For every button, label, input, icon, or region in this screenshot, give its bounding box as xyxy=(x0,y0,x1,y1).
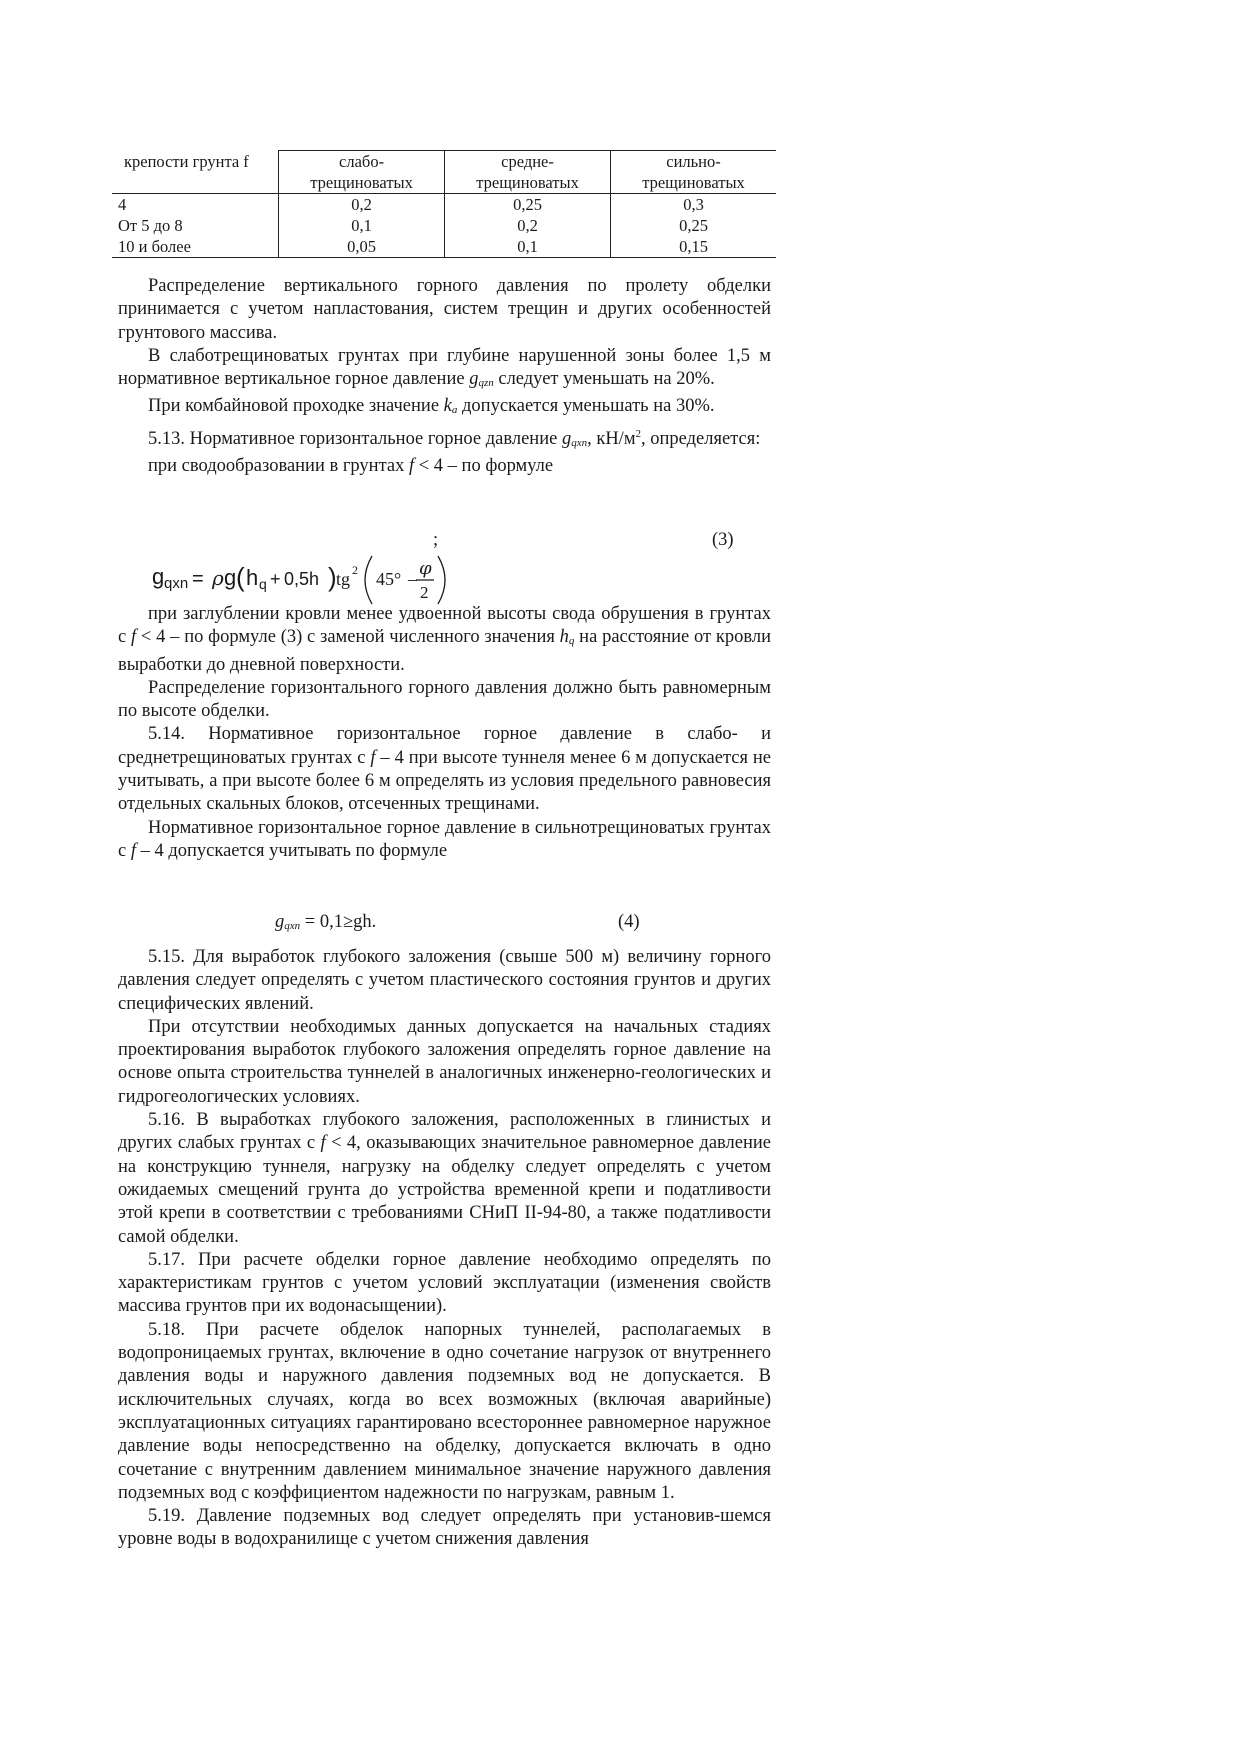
formula-tg-superscript: 2 xyxy=(352,563,358,577)
table-cell: 0,25 xyxy=(445,194,611,216)
table-cell: 0,2 xyxy=(279,194,445,216)
text-block-3 xyxy=(118,946,771,1552)
paragraph: 5.19. Давление подземных вод следует определять при установив-шемся уровне воды в водохранилище с учетом снижения давления xyxy=(118,1506,771,1550)
paragraph: 5.15. Для выработок глубокого заложения (свыше 500 м) величину горного давления следует определять с учетом пластического состояния грунтов и других специфических явлений. xyxy=(118,947,771,1014)
formula-equals: = xyxy=(192,568,204,590)
paragraph: Распределение вертикального горного давления по пролету обделки принимается с учетом напластования, систем трещин и других особенностей грунтового массива. xyxy=(118,276,771,343)
formula-h: h xyxy=(246,565,259,590)
text-block-2 xyxy=(118,603,771,863)
table-cell: 0,1 xyxy=(279,215,445,236)
formula-two: 2 xyxy=(420,583,429,602)
formula-g-subscript: qxn xyxy=(164,575,189,592)
table-cell: От 5 до 8 xyxy=(118,216,183,235)
paragraph: Распределение горизонтального горного давления должно быть равномерным по высоте обделки. xyxy=(118,677,771,722)
formula-g: g xyxy=(152,564,165,589)
formula-angle: 45° xyxy=(376,569,402,589)
paragraph: При отсутствии необходимых данных допускается на начальных стадиях проектирования выработок глубокого заложения определять горное давление на основе опыта строительства туннелей в аналогичных инженерно-геологических и гидрогеологических условиях. xyxy=(118,1016,771,1107)
formula-rho: ρ xyxy=(212,566,224,590)
paragraph: При комбайновой проходке значение ka допускается уменьшать на 30%. xyxy=(148,396,715,417)
formula-g2: g xyxy=(224,565,237,590)
formula-big-paren-right xyxy=(438,556,445,604)
paragraph: при заглублении кровли менее удвоенной высоты свода обрушения в грунтах с f < 4 – по формуле (3) с заменой численного значения hq на расстояние от кровли выработки до дневной поверхности. xyxy=(118,604,771,675)
table-header-cell: средне- трещиноватых xyxy=(445,151,611,194)
table-cell: 0,2 xyxy=(445,215,611,236)
table-cell: 0,15 xyxy=(611,236,776,258)
table-row xyxy=(112,215,776,236)
table-cell: 0,25 xyxy=(611,215,776,236)
formula-phi: φ xyxy=(419,558,432,579)
formula-h-subscript: q xyxy=(259,576,267,592)
formula-tg: tg xyxy=(336,569,351,589)
table-header-cell: сильно- трещиноватых xyxy=(611,151,776,194)
text-block-1 xyxy=(118,275,771,478)
table-cell: 0,05 xyxy=(279,236,445,258)
paragraph: В слаботрещиноватых грунтах при глубине нарушенной зоны более 1,5 м нормативное вертикальное горное давление gqzn следует уменьшать на 20%. xyxy=(118,345,771,390)
formula-4-number: (4) xyxy=(618,912,640,932)
formula-big-paren-left xyxy=(365,556,372,604)
formula-paren-close: ) xyxy=(328,562,337,592)
formula-3-marker: ; xyxy=(433,530,439,550)
table-row xyxy=(112,194,776,216)
table-row xyxy=(112,236,776,258)
table-header-cell: крепости грунта f xyxy=(112,151,279,194)
formula-3 xyxy=(150,548,450,608)
formula-paren-open: ( xyxy=(236,562,245,592)
paragraph: 5.17. При расчете обделки горное давление необходимо определять по характеристикам грунтов с учетом условий эксплуатации (изменения свойств массива грунтов при их водонасыщении). xyxy=(118,1249,771,1317)
formula-plus: + xyxy=(270,569,281,589)
paragraph: 5.14. Нормативное горизонтальное горное давление в слабо- и среднетрещиноватых грунтах с f – 4 при высоте туннеля менее 6 м допускается не учитывать, а при высоте более 6 м определять из условия предельного равновесия отдельных скальных блоков, отсеченных трещинами. xyxy=(118,724,771,815)
formula-coef: 0,5h xyxy=(284,569,320,589)
paragraph: 5.18. При расчете обделок напорных туннелей, располагаемых в водопроницаемых грунтах, включение в одно сочетание нагрузок от внутреннего давления воды и наружного давления подземных вод не допускается. В исключительных случаях, когда во всех возможных (включая аварийные) эксплуатационных ситуациях гарантировано всестороннее равномерное наружное давление воды непосредственно на обделку, допускается включать в одно сочетание с внутренним давлением минимальное значение наружного давления подземных вод с коэффициентом надежности по нагрузкам, равным 1. xyxy=(118,1319,771,1503)
table-header-row xyxy=(112,151,776,194)
table-header-cell: слабо- трещиноватых xyxy=(279,151,445,194)
table-cell: 4 xyxy=(118,195,127,214)
table-cell: 0,3 xyxy=(611,194,776,216)
paragraph: при сводообразовании в грунтах f < 4 – по формуле xyxy=(148,456,554,477)
paragraph: 5.16. В выработках глубокого заложения, расположенных в глинистых и других слабых грунтах с f < 4, оказывающих значительное равномерное давление на конструкцию туннеля, нагрузку на обделку следует определять с учетом ожидаемых смещений грунта до устройства временной крепи и податливости этой крепи в соответствии с требованиями СНиП II-94-80, а также податливости самой обделки. xyxy=(118,1110,771,1247)
table-cell: 0,1 xyxy=(445,236,611,258)
coefficient-table xyxy=(112,150,776,258)
paragraph: Нормативное горизонтальное горное давление в сильнотрещиноватых грунтах с f – 4 допускается учитывать по формуле xyxy=(118,817,771,861)
formula-3-number: (3) xyxy=(712,530,734,550)
table-cell: 10 и более xyxy=(112,236,279,258)
formula-minus: – xyxy=(408,569,417,589)
paragraph: 5.13. Нормативное горизонтальное горное давление gqxn, $кН/м^2$, определяется: xyxy=(148,427,761,449)
formula-4: gqxn = 0,1≥gh. xyxy=(275,912,377,932)
